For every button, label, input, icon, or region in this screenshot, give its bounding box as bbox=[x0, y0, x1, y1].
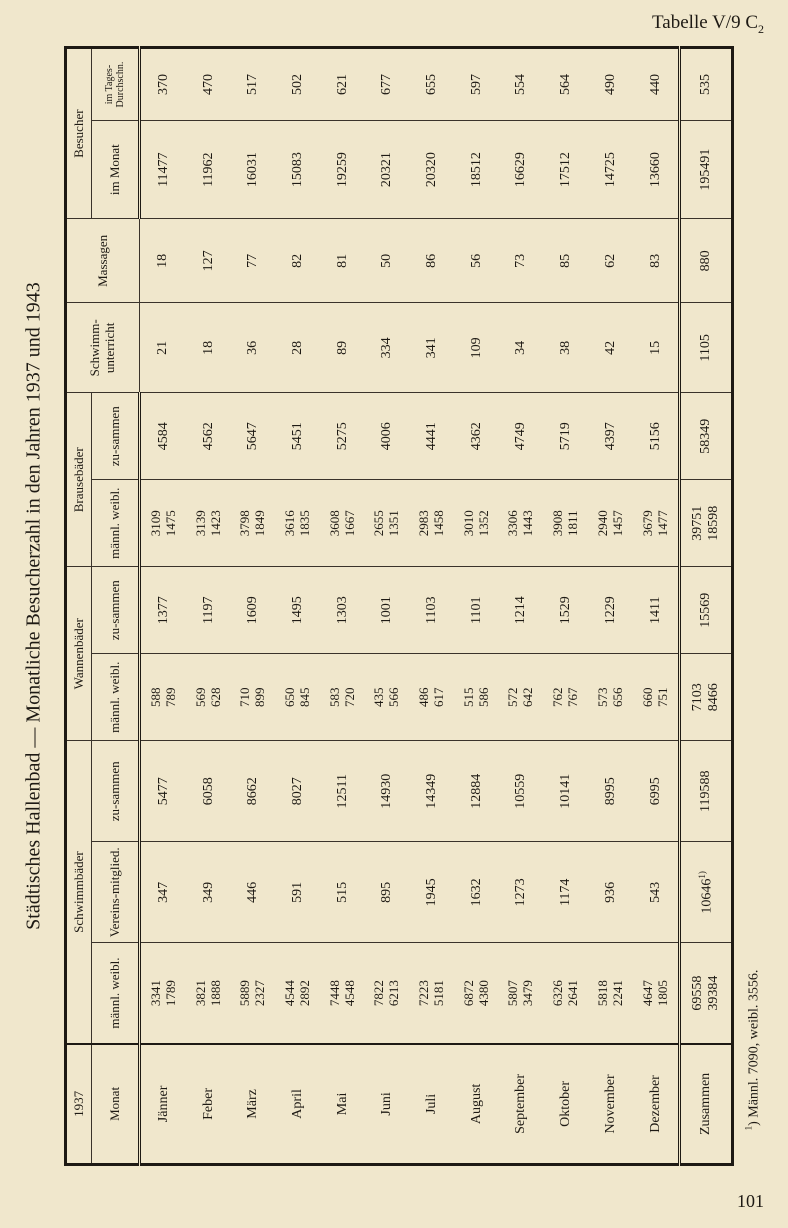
table-row bbox=[186, 48, 231, 1165]
schwimm-gender-cell bbox=[499, 943, 544, 1044]
besucher-tages-cell: 490 bbox=[588, 48, 633, 121]
wannen-gender-cell bbox=[365, 654, 410, 741]
wannen-gender-cell bbox=[140, 654, 187, 741]
massagen-cell: 18 bbox=[140, 219, 187, 303]
brause-gender-cell bbox=[410, 480, 455, 567]
brause-gender-cell bbox=[276, 480, 321, 567]
cell-value: 4380 bbox=[475, 980, 491, 1007]
cell-value: 2241 bbox=[609, 980, 625, 1007]
wannen-gender-cell bbox=[276, 654, 321, 741]
cell-value: 7223 bbox=[416, 980, 432, 1007]
cell-value: 2940 bbox=[594, 510, 610, 537]
wannen-zusammen-cell: 1101 bbox=[454, 567, 499, 654]
besucher-tages-cell: 677 bbox=[365, 48, 410, 121]
besucher-tages-cell: 535 bbox=[680, 48, 733, 121]
schwimm-zusammen-cell: 6058 bbox=[186, 741, 231, 842]
schwimm-gender-cell bbox=[588, 943, 633, 1044]
cell-value: 6872 bbox=[460, 980, 476, 1007]
month-cell: Zusammen bbox=[680, 1044, 733, 1165]
brause-zusammen-cell: 4362 bbox=[454, 393, 499, 480]
table-row bbox=[633, 48, 680, 1165]
wannen-zusammen-cell: 1001 bbox=[365, 567, 410, 654]
schwimm-verein-cell: 895 bbox=[365, 842, 410, 943]
besucher-monat-cell: 17512 bbox=[544, 121, 589, 219]
cell-value: 789 bbox=[162, 687, 178, 707]
cell-value: 650 bbox=[282, 687, 298, 707]
cell-value: 1423 bbox=[207, 510, 223, 537]
month-header: Monat bbox=[92, 1044, 140, 1165]
schwimm-verein-cell: 349 bbox=[186, 842, 231, 943]
brause-zusammen-cell: 4006 bbox=[365, 393, 410, 480]
besucher-tages-cell: 470 bbox=[186, 48, 231, 121]
schwimm-zusammen-cell: 10141 bbox=[544, 741, 589, 842]
month-cell: Dezember bbox=[633, 1044, 680, 1165]
table-reference: Tabelle V/9 $C_2$ bbox=[652, 12, 764, 36]
cell-value: 710 bbox=[237, 687, 253, 707]
schwimm-zusammen-cell: 6995 bbox=[633, 741, 680, 842]
cell-value: 4548 bbox=[341, 980, 357, 1007]
cell-value: 4647 bbox=[639, 980, 655, 1007]
besucher-tages-cell: 554 bbox=[499, 48, 544, 121]
brause-gender-cell bbox=[680, 480, 733, 567]
brause-zusammen-cell: 5451 bbox=[276, 393, 321, 480]
brause-gender-cell bbox=[499, 480, 544, 567]
cell-value: 1351 bbox=[386, 510, 402, 537]
cell-value: 3821 bbox=[192, 980, 208, 1007]
cell-value: 1667 bbox=[341, 510, 357, 537]
table-row bbox=[544, 48, 589, 1165]
besucher-tages-cell: 655 bbox=[410, 48, 455, 121]
table-row bbox=[320, 48, 365, 1165]
cell-value: 7448 bbox=[326, 980, 342, 1007]
table-row bbox=[276, 48, 321, 1165]
massagen-cell: 82 bbox=[276, 219, 321, 303]
cell-value: 3341 bbox=[147, 980, 163, 1007]
besucher-monat-cell: 16031 bbox=[231, 121, 276, 219]
wannen-zusammen-cell: 1229 bbox=[588, 567, 633, 654]
cell-value: 751 bbox=[654, 687, 670, 707]
schwimm-verein-cell: 1945 bbox=[410, 842, 455, 943]
month-cell: September bbox=[499, 1044, 544, 1165]
schwimm-verein-cell: 1273 bbox=[499, 842, 544, 943]
besucher-tages-cell: 564 bbox=[544, 48, 589, 121]
cell-value: 4544 bbox=[282, 980, 298, 1007]
cell-value: 1789 bbox=[162, 980, 178, 1007]
cell-value: 2655 bbox=[371, 510, 387, 537]
wannen-zusammen-cell: 1197 bbox=[186, 567, 231, 654]
month-cell: März bbox=[231, 1044, 276, 1165]
besucher-monat-cell: 16629 bbox=[499, 121, 544, 219]
brause-gender-cell bbox=[454, 480, 499, 567]
brause-zusammen-cell: 4749 bbox=[499, 393, 544, 480]
table-row bbox=[140, 48, 187, 1165]
wannen-zusammen-cell: 15569 bbox=[680, 567, 733, 654]
brause-gender-cell bbox=[231, 480, 276, 567]
schwimm-zusammen-cell: 8662 bbox=[231, 741, 276, 842]
cell-value: 3679 bbox=[639, 510, 655, 537]
sub-header-schwimm-maennl: männl. weibl. bbox=[92, 943, 140, 1044]
schwimm-gender-cell bbox=[231, 943, 276, 1044]
besucher-tages-cell: 502 bbox=[276, 48, 321, 121]
wannen-gender-cell bbox=[588, 654, 633, 741]
besucher-monat-cell: 20320 bbox=[410, 121, 455, 219]
massagen-cell: 56 bbox=[454, 219, 499, 303]
cell-value: 1475 bbox=[162, 510, 178, 537]
sub-header-brause-zusammen: zu-sammen bbox=[92, 393, 140, 480]
wannen-zusammen-cell: 1303 bbox=[320, 567, 365, 654]
wannen-zusammen-cell: 1214 bbox=[499, 567, 544, 654]
schwimm-gender-cell bbox=[544, 943, 589, 1044]
cell-value: 69558 bbox=[690, 975, 706, 1011]
wannen-gender-cell bbox=[231, 654, 276, 741]
month-cell: Jänner bbox=[140, 1044, 187, 1165]
schwimm-verein-cell: 1174 bbox=[544, 842, 589, 943]
schwimm-verein-cell: 591 bbox=[276, 842, 321, 943]
table-row bbox=[410, 48, 455, 1165]
cell-value: 762 bbox=[550, 687, 566, 707]
page-title: Städtisches Hallenbad — Monatliche Besucherzahl in den Jahren 1937 und 1943 bbox=[22, 282, 45, 930]
massagen-cell: 85 bbox=[544, 219, 589, 303]
wannen-zusammen-cell: 1609 bbox=[231, 567, 276, 654]
table-row bbox=[365, 48, 410, 1165]
unterricht-cell: 34 bbox=[499, 303, 544, 393]
wannen-gender-cell bbox=[680, 654, 733, 741]
cell-value: 572 bbox=[505, 687, 521, 707]
month-cell: November bbox=[588, 1044, 633, 1165]
schwimm-verein-cell: 10646$^{1)}$ bbox=[680, 842, 733, 943]
besucher-monat-cell: 19259 bbox=[320, 121, 365, 219]
month-cell: August bbox=[454, 1044, 499, 1165]
footnote-container bbox=[738, 900, 768, 1200]
month-cell: Mai bbox=[320, 1044, 365, 1165]
month-cell: Oktober bbox=[544, 1044, 589, 1165]
cell-value: 899 bbox=[252, 687, 268, 707]
cell-value: 1477 bbox=[654, 510, 670, 537]
besucher-tages-cell: 517 bbox=[231, 48, 276, 121]
cell-value: 767 bbox=[564, 687, 580, 707]
cell-value: 845 bbox=[297, 687, 313, 707]
unterricht-cell: 341 bbox=[410, 303, 455, 393]
schwimm-verein-cell: 446 bbox=[231, 842, 276, 943]
schwimm-verein-cell: 936 bbox=[588, 842, 633, 943]
schwimm-gender-cell bbox=[276, 943, 321, 1044]
cell-value: 3010 bbox=[460, 510, 476, 537]
schwimm-gender-cell bbox=[186, 943, 231, 1044]
cell-value: 1849 bbox=[252, 510, 268, 537]
unterricht-cell: 38 bbox=[544, 303, 589, 393]
cell-value: 1888 bbox=[207, 980, 223, 1007]
cell-value: 588 bbox=[147, 687, 163, 707]
cell-value: 642 bbox=[520, 687, 536, 707]
wannen-gender-cell bbox=[410, 654, 455, 741]
schwimm-verein-cell: 515 bbox=[320, 842, 365, 943]
schwimm-zusammen-cell: 14349 bbox=[410, 741, 455, 842]
brause-zusammen-cell: 5275 bbox=[320, 393, 365, 480]
schwimm-zusammen-cell: 8995 bbox=[588, 741, 633, 842]
cell-value: 1805 bbox=[654, 980, 670, 1007]
brause-zusammen-cell: 5156 bbox=[633, 393, 680, 480]
table-row bbox=[454, 48, 499, 1165]
besucher-monat-cell: 14725 bbox=[588, 121, 633, 219]
cell-value: 39751 bbox=[690, 505, 706, 541]
cell-value: 18598 bbox=[706, 505, 722, 541]
schwimm-gender-cell bbox=[680, 943, 733, 1044]
wannen-gender-cell bbox=[544, 654, 589, 741]
month-cell: Juli bbox=[410, 1044, 455, 1165]
cell-value: 3608 bbox=[326, 510, 342, 537]
massagen-cell: 62 bbox=[588, 219, 633, 303]
cell-value: 569 bbox=[192, 687, 208, 707]
cell-value: 2641 bbox=[564, 980, 580, 1007]
cell-value: 39384 bbox=[706, 975, 722, 1011]
footnote-ref: 1) bbox=[696, 871, 707, 879]
cell-value: 628 bbox=[207, 687, 223, 707]
wannen-gender-cell bbox=[186, 654, 231, 741]
brause-zusammen-cell: 5719 bbox=[544, 393, 589, 480]
massagen-cell: 86 bbox=[410, 219, 455, 303]
group-header-besucher: Besucher bbox=[66, 48, 92, 219]
brause-zusammen-cell: 4584 bbox=[140, 393, 187, 480]
month-cell: Feber bbox=[186, 1044, 231, 1165]
cell-value: 1835 bbox=[297, 510, 313, 537]
cell-value: 486 bbox=[416, 687, 432, 707]
wannen-zusammen-cell: 1411 bbox=[633, 567, 680, 654]
cell-value: 586 bbox=[475, 687, 491, 707]
schwimm-zusammen-cell: 12884 bbox=[454, 741, 499, 842]
schwimm-gender-cell bbox=[365, 943, 410, 1044]
unterricht-cell: 109 bbox=[454, 303, 499, 393]
massagen-cell: 880 bbox=[680, 219, 733, 303]
group-header-brause: Brausebäder bbox=[66, 393, 92, 567]
group-header-wannen: Wannenbäder bbox=[66, 567, 92, 741]
sub-header-tages: im Tages-Durchschn. bbox=[92, 48, 140, 121]
sub-header-wannen-maennl: männl. weibl. bbox=[92, 654, 140, 741]
brause-zusammen-cell: 4397 bbox=[588, 393, 633, 480]
besucher-tages-cell: 621 bbox=[320, 48, 365, 121]
cell-value: 573 bbox=[594, 687, 610, 707]
schwimm-gender-cell bbox=[320, 943, 365, 1044]
unterricht-cell: 42 bbox=[588, 303, 633, 393]
brause-zusammen-cell: 4562 bbox=[186, 393, 231, 480]
besucher-monat-cell: 20321 bbox=[365, 121, 410, 219]
unterricht-cell: 15 bbox=[633, 303, 680, 393]
schwimm-zusammen-cell: 8027 bbox=[276, 741, 321, 842]
table-row bbox=[499, 48, 544, 1165]
cell-value: 1443 bbox=[520, 510, 536, 537]
cell-value: 3139 bbox=[192, 510, 208, 537]
brause-zusammen-cell: 58349 bbox=[680, 393, 733, 480]
wannen-zusammen-cell: 1495 bbox=[276, 567, 321, 654]
group-header-massagen: Massagen bbox=[66, 219, 140, 303]
massagen-cell: 77 bbox=[231, 219, 276, 303]
brause-zusammen-cell: 4441 bbox=[410, 393, 455, 480]
besucher-monat-cell: 11962 bbox=[186, 121, 231, 219]
cell-value: 3479 bbox=[520, 980, 536, 1007]
schwimm-gender-cell bbox=[633, 943, 680, 1044]
besucher-monat-cell: 15083 bbox=[276, 121, 321, 219]
massagen-cell: 73 bbox=[499, 219, 544, 303]
cell-value: 617 bbox=[431, 687, 446, 707]
wannen-zusammen-cell: 1377 bbox=[140, 567, 187, 654]
table-container bbox=[64, 46, 734, 1166]
cell-value: 1352 bbox=[475, 510, 491, 537]
schwimm-gender-cell bbox=[454, 943, 499, 1044]
brause-gender-cell bbox=[633, 480, 680, 567]
unterricht-cell: 36 bbox=[231, 303, 276, 393]
massagen-cell: 50 bbox=[365, 219, 410, 303]
sub-header-im-monat: im Monat bbox=[92, 121, 140, 219]
cell-value: 660 bbox=[639, 687, 655, 707]
wannen-gender-cell bbox=[454, 654, 499, 741]
schwimm-gender-cell bbox=[140, 943, 187, 1044]
unterricht-cell: 1105 bbox=[680, 303, 733, 393]
massagen-cell: 81 bbox=[320, 219, 365, 303]
cell-value: 1458 bbox=[431, 510, 446, 537]
cell-value: 6326 bbox=[550, 980, 566, 1007]
cell-value: 7103 bbox=[690, 683, 706, 712]
cell-value: 8466 bbox=[706, 683, 722, 712]
cell-value: 6213 bbox=[386, 980, 402, 1007]
sub-header-schwimm-zusammen: zu-sammen bbox=[92, 741, 140, 842]
schwimm-zusammen-cell: 10559 bbox=[499, 741, 544, 842]
table-row bbox=[231, 48, 276, 1165]
cell-value: 5181 bbox=[431, 980, 446, 1007]
brause-gender-cell bbox=[140, 480, 187, 567]
wannen-zusammen-cell: 1103 bbox=[410, 567, 455, 654]
unterricht-cell: 18 bbox=[186, 303, 231, 393]
besucher-monat-cell: 18512 bbox=[454, 121, 499, 219]
brause-gender-cell bbox=[320, 480, 365, 567]
besucher-monat-cell: 11477 bbox=[140, 121, 187, 219]
cell-value: 7822 bbox=[371, 980, 387, 1007]
cell-value: 3798 bbox=[237, 510, 253, 537]
cell-value: 515 bbox=[460, 687, 476, 707]
schwimm-zusammen-cell: 5477 bbox=[140, 741, 187, 842]
cell-value: 2892 bbox=[297, 980, 313, 1007]
besucher-tages-cell: 370 bbox=[140, 48, 187, 121]
brause-gender-cell bbox=[365, 480, 410, 567]
cell-value: 656 bbox=[609, 687, 625, 707]
wannen-gender-cell bbox=[499, 654, 544, 741]
schwimm-zusammen-cell: 12511 bbox=[320, 741, 365, 842]
unterricht-cell: 89 bbox=[320, 303, 365, 393]
brause-zusammen-cell: 5647 bbox=[231, 393, 276, 480]
sub-header-schwimm-verein: Vereins-mitglied. bbox=[92, 842, 140, 943]
besucher-monat-cell: 13660 bbox=[633, 121, 680, 219]
total-row bbox=[680, 48, 733, 1165]
schwimm-verein-cell: 1632 bbox=[454, 842, 499, 943]
cell-value: 566 bbox=[386, 687, 402, 707]
schwimm-verein-cell: 347 bbox=[140, 842, 187, 943]
cell-value: 3109 bbox=[147, 510, 163, 537]
footnote: $^1$) Männl. 7090, weibl. 3556. bbox=[743, 969, 762, 1131]
massagen-cell: 83 bbox=[633, 219, 680, 303]
year-header: 1937 bbox=[66, 1044, 92, 1165]
cell-value: 583 bbox=[326, 687, 342, 707]
cell-value: 435 bbox=[371, 687, 387, 707]
brause-gender-cell bbox=[186, 480, 231, 567]
besucher-tages-cell: 597 bbox=[454, 48, 499, 121]
cell-value: 3616 bbox=[282, 510, 298, 537]
cell-value: 1457 bbox=[609, 510, 625, 537]
month-cell: April bbox=[276, 1044, 321, 1165]
cell-value: 3306 bbox=[505, 510, 521, 537]
cell-value: 3908 bbox=[550, 510, 566, 537]
unterricht-cell: 21 bbox=[140, 303, 187, 393]
cell-value: 5889 bbox=[237, 980, 253, 1007]
besucher-monat-cell: 195491 bbox=[680, 121, 733, 219]
month-cell: Juni bbox=[365, 1044, 410, 1165]
besucher-tages-cell: 440 bbox=[633, 48, 680, 121]
cell-value: 2327 bbox=[252, 980, 268, 1007]
sub-header-wannen-zusammen: zu-sammen bbox=[92, 567, 140, 654]
brause-gender-cell bbox=[588, 480, 633, 567]
page-title-container bbox=[10, 46, 58, 1166]
schwimm-verein-cell: 543 bbox=[633, 842, 680, 943]
wannen-zusammen-cell: 1529 bbox=[544, 567, 589, 654]
schwimm-gender-cell bbox=[410, 943, 455, 1044]
schwimm-zusammen-cell: 14930 bbox=[365, 741, 410, 842]
schwimm-zusammen-cell: 119588 bbox=[680, 741, 733, 842]
unterricht-cell: 334 bbox=[365, 303, 410, 393]
visitor-table bbox=[64, 46, 734, 1166]
cell-value: 5818 bbox=[594, 980, 610, 1007]
wannen-gender-cell bbox=[320, 654, 365, 741]
table-row bbox=[588, 48, 633, 1165]
wannen-gender-cell bbox=[633, 654, 680, 741]
cell-value: 720 bbox=[341, 687, 357, 707]
unterricht-cell: 28 bbox=[276, 303, 321, 393]
cell-value: 2983 bbox=[416, 510, 432, 537]
sub-header-brause-maennl: männl. weibl. bbox=[92, 480, 140, 567]
massagen-cell: 127 bbox=[186, 219, 231, 303]
page-number: 101 bbox=[737, 1191, 764, 1211]
group-header-schwimm: Schwimmbäder bbox=[66, 741, 92, 1044]
brause-gender-cell bbox=[544, 480, 589, 567]
group-header-unterricht: Schwimm-unterricht bbox=[66, 303, 140, 393]
cell-value: 1811 bbox=[564, 510, 580, 537]
cell-value: 5807 bbox=[505, 980, 521, 1007]
